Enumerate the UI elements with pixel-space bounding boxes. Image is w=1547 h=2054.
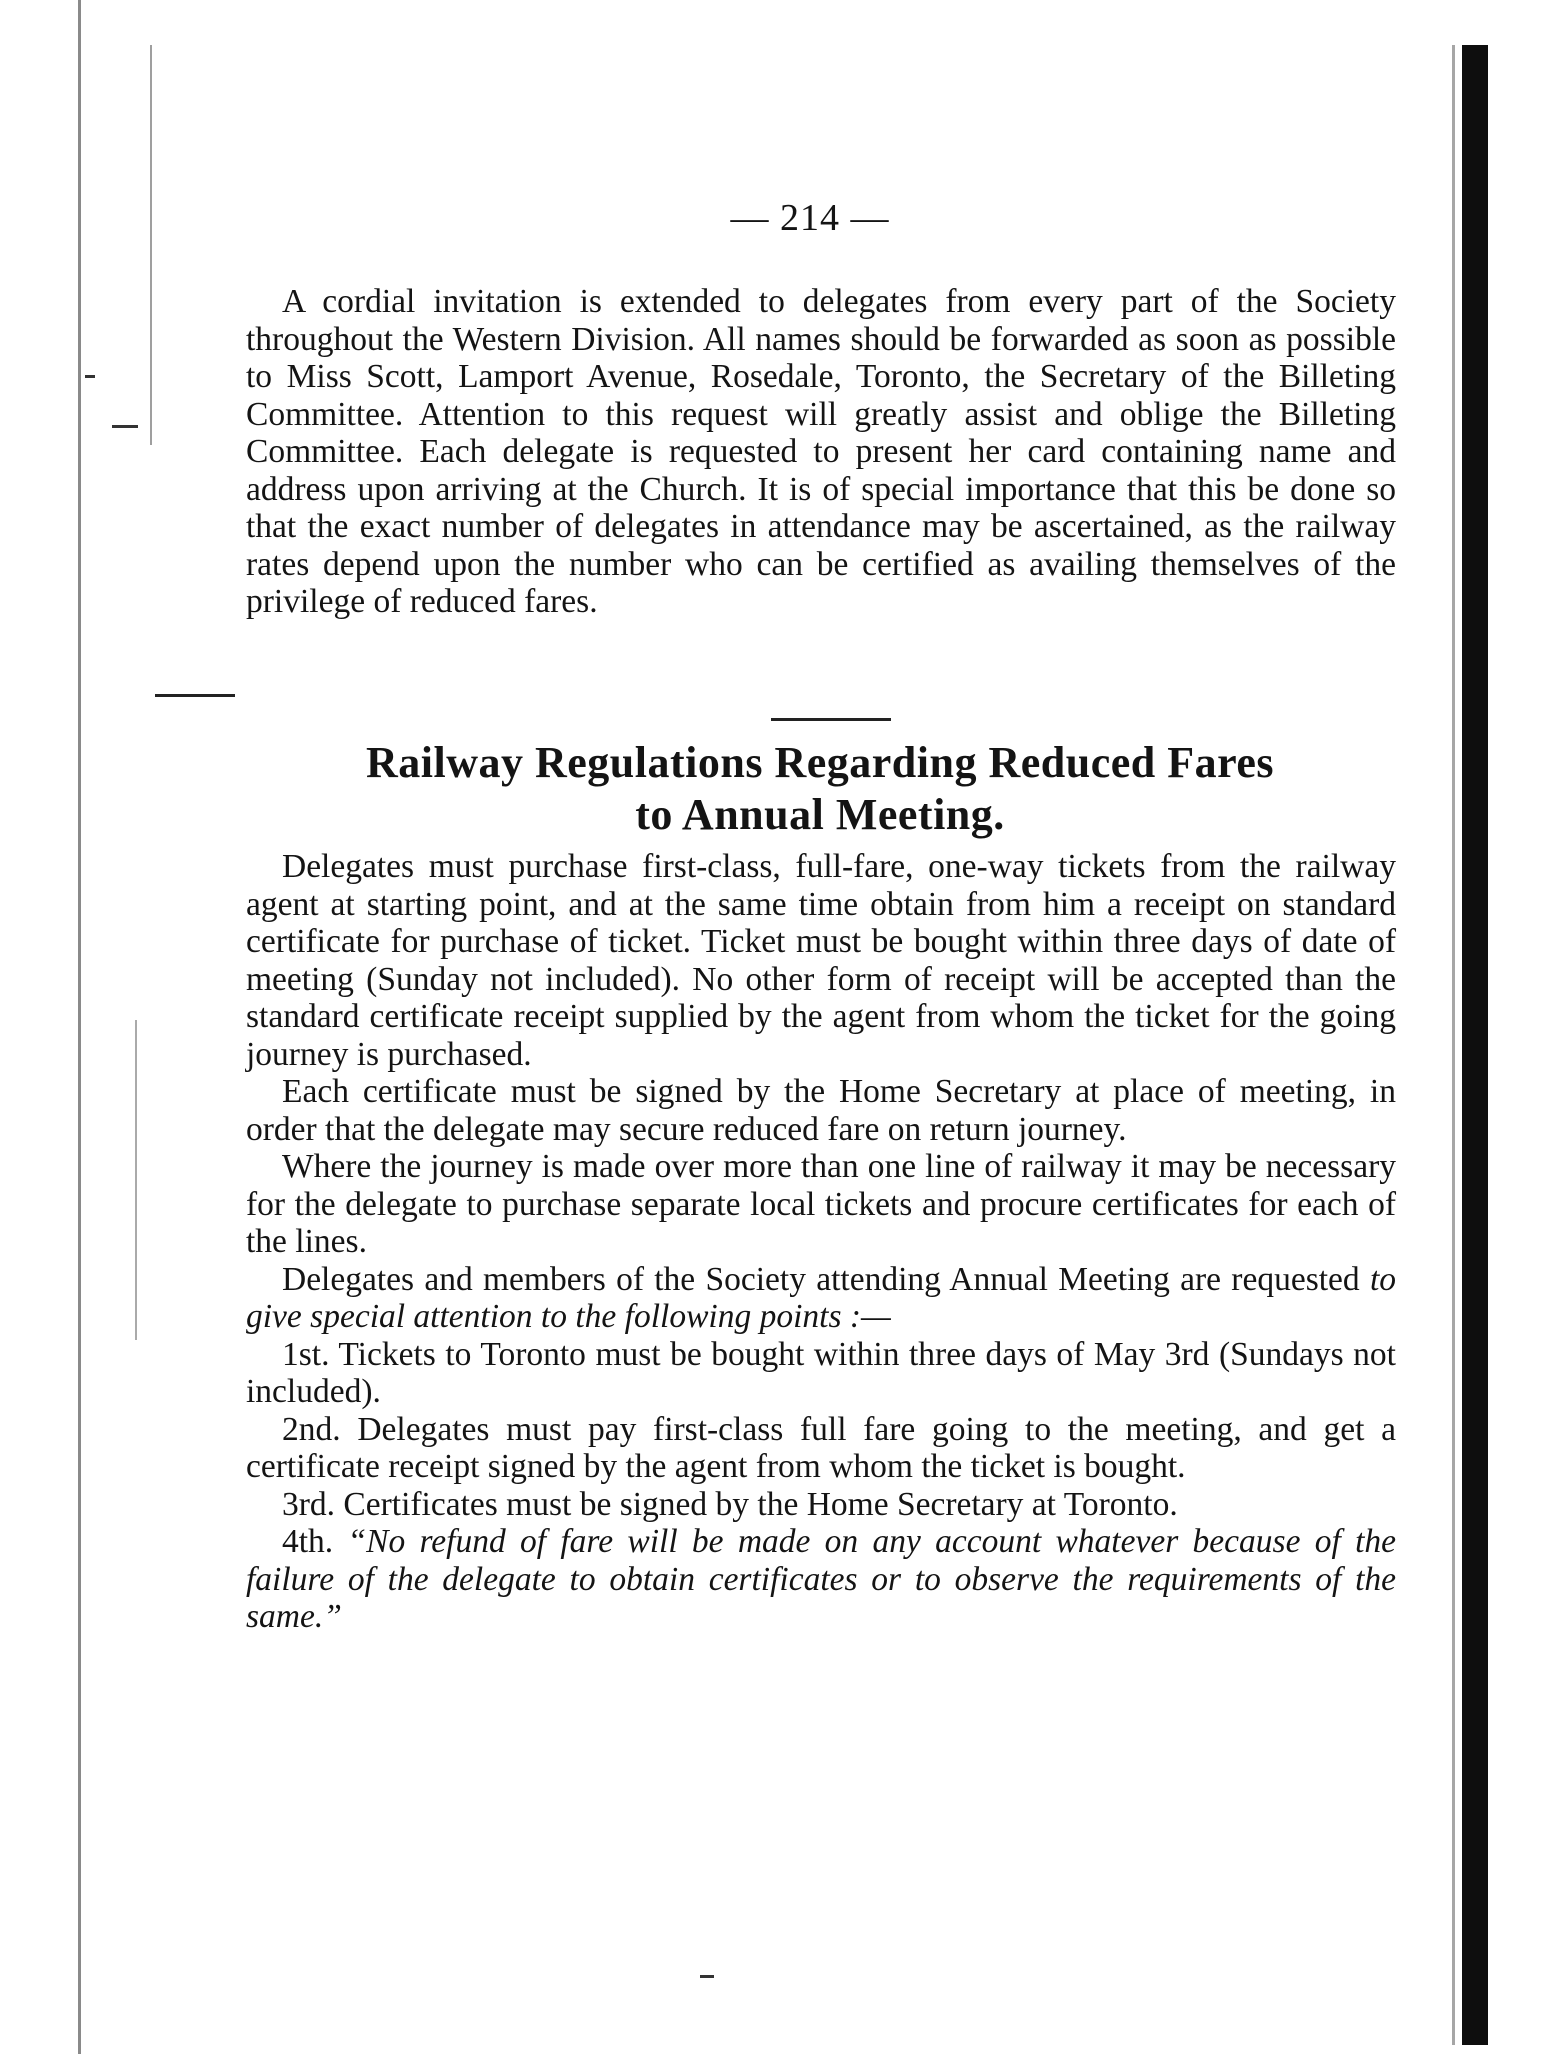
point-item: 1st. Tickets to Toronto must be bought within three days of May 3rd (Sundays not included). <box>246 1335 1396 1410</box>
final-point-quote: “No refund of fare will be made on any account whatever because of the failure of the delegate to obtain certificates or to observe the requirements of the same.” <box>246 1523 1396 1635</box>
attention-paragraph <box>246 1261 1396 1336</box>
binding-edge-line <box>78 0 81 2054</box>
regulation-paragraph: Where the journey is made over more than one line of railway it may be necessary for the delegate to purchase separate local tickets and procure certificates for each of the lines. <box>246 1148 1396 1260</box>
point-item: 2nd. Delegates must pay first-class full fare going to the meeting, and get a certificate receipt signed by the agent from whom the ticket is bought. <box>246 1410 1396 1485</box>
scan-edge-bar <box>1462 45 1488 2045</box>
heading-line-1: Railway Regulations Regarding Reduced Fares <box>365 738 1274 787</box>
point-item-final <box>246 1523 1396 1636</box>
point-item: 3rd. Certificates must be signed by the Home Secretary at Toronto. <box>282 1485 1178 1523</box>
regulations-body <box>246 848 1396 1636</box>
binding-edge-line-inner <box>150 45 152 445</box>
attention-emphasis: to give special attention to the following points :— <box>246 1260 1396 1335</box>
attention-lead: Delegates and members of the Society attending Annual Meeting are requested <box>282 1260 1370 1298</box>
section-heading <box>230 737 1410 841</box>
intro-paragraph <box>246 283 1396 621</box>
gutter-mark <box>112 425 138 428</box>
regulation-paragraph: Each certificate must be signed by the Home Secretary at place of meeting, in order that the delegate may secure reduced fare on return journey. <box>246 1073 1396 1148</box>
gutter-mark <box>85 375 95 378</box>
page-number: — 214 — <box>730 197 890 239</box>
section-divider <box>771 718 891 721</box>
scan-edge-shadow <box>1452 45 1455 2045</box>
final-point-label: 4th. <box>282 1523 348 1560</box>
intro-text: A cordial invitation is extended to delegates from every part of the Society throughout the Western Division. All names should be forwarded as soon as possible to Miss Scott, Lamport Avenue, Rosedale, Toronto, the Secretary of the Billeting Committee. Attention to this request will greatly assist and oblige the Billeting Committee. Each delegate is requested to present her card containing name and address upon arriving at the Church. It is of special importance that this be done so that the exact number of delegates in attendance may be ascertained, as the railway rates depend upon the number who can be certified as availing themselves of the privilege of reduced fares. <box>246 283 1396 620</box>
scan-speck <box>700 1975 714 1978</box>
regulation-paragraph: Delegates must purchase first-class, full-fare, one-way tickets from the railway agent at starting point, and at the same time obtain from him a receipt on standard certificate for purchase of ticket. Ticket must be bought within three days of date of meeting (Sunday not included). No other form of receipt will be accepted than the standard certificate receipt supplied by the agent from whom the ticket for the going journey is purchased. <box>246 848 1396 1073</box>
margin-dash-mark <box>155 694 235 697</box>
heading-line-2: to Annual Meeting. <box>635 790 1005 839</box>
binding-edge-line-lower <box>135 1020 137 1340</box>
